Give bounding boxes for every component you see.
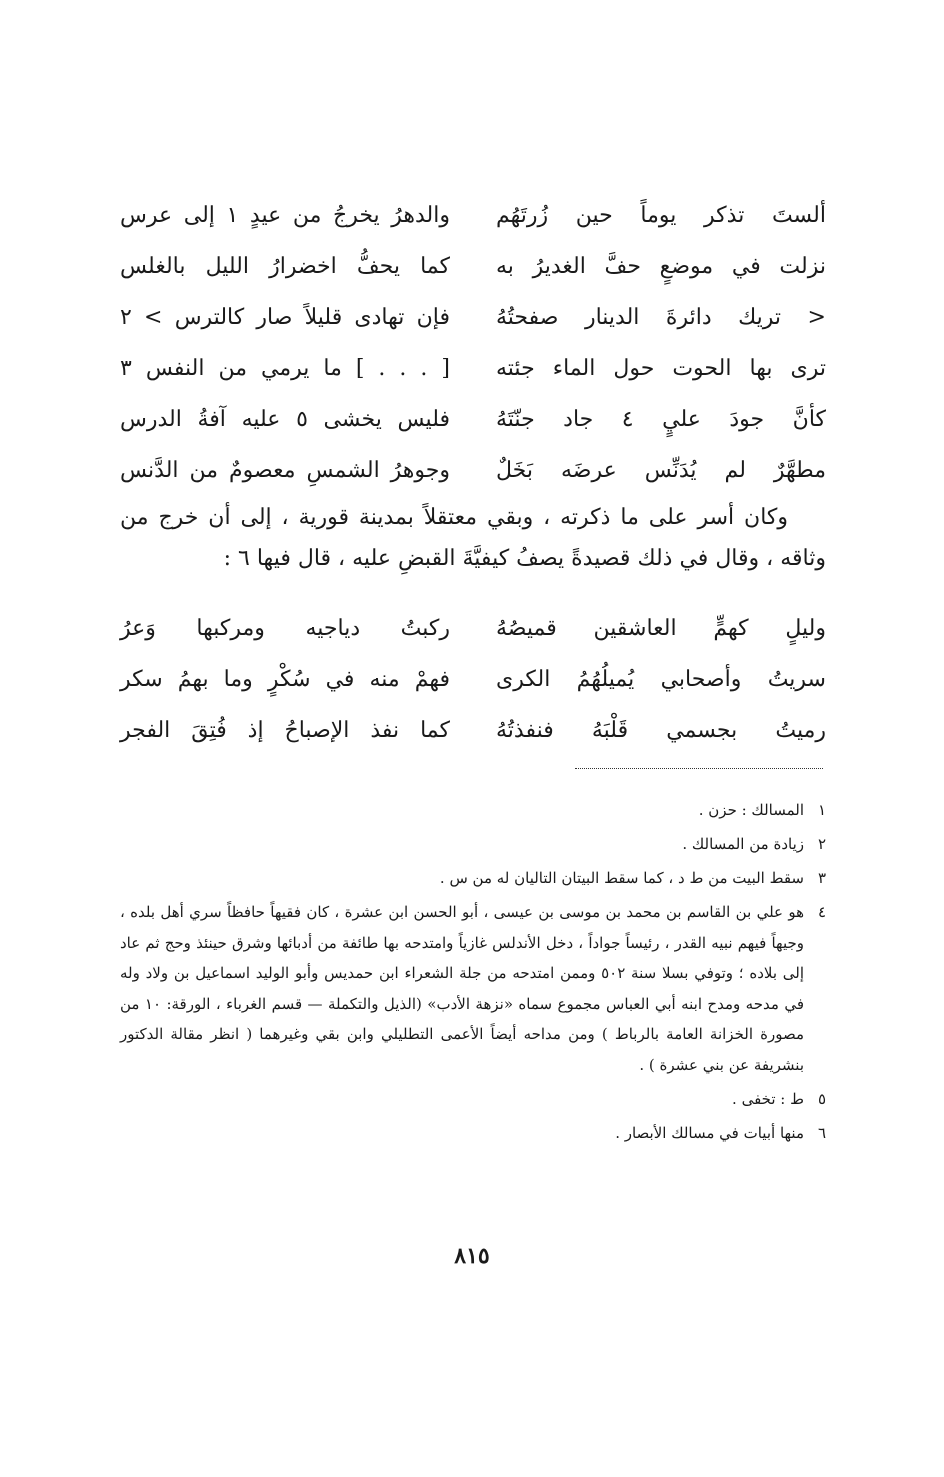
verse-first-hemistich: < تريك دائرةَ الدينار صفحتُهُ (496, 305, 826, 330)
footnote (120, 795, 826, 825)
footnotes (120, 795, 826, 1152)
footnote-text: هو علي بن القاسم بن محمد بن موسى بن عيسى ، أبو الحسن ابن عشرة ، كان فقيهاً حافظاً سري أهل بلده ، وجيهاً فيهم نبيه القدر ، رئيساً جواداً ، دخل الأندلس غازياً وامتدحه بها طائفة من أدبائها وشرق حينئذ وحج ثم عاد إلى بلاده ؛ وتوفي بسلا سنة ٥٠٢ وممن امتدحه من جلة الشعراء ابن حمديس وأبو الوليد اسماعيل بن ولاد وله في مدحه ومدح ابنه أبي العباس مجموع سماه «نزهة الأدب» (الذيل والتكملة — قسم الغرباء ، الورقة: ١٠ من مصورة الخزانة العامة بالرباط ) ومن مداحه أيضاً الأعمى التطليلي وابن بقي وغيرهما ( انظر مقالة الدكتور بنشريفة عن بني عشرة ) . (120, 903, 804, 1074)
verse (120, 654, 826, 705)
verse-first-hemistich: ألستَ تذكر يوماً حين زُرتَهُم (496, 203, 826, 228)
footnote-text: زيادة من المسالك . (682, 835, 804, 853)
verse-first-hemistich: نزلت في موضعٍ حفَّ الغديرُ به (496, 254, 826, 279)
verse-first-hemistich: كأنَّ جودَ عليٍ ٤ جاد جنّتَهُ (496, 407, 826, 432)
verse (120, 603, 826, 654)
prose-paragraph (120, 497, 826, 579)
footnote (120, 1084, 826, 1114)
paragraph-text: وكان أسر على ما ذكرته ، وبقي معتقلاً بمدينة قورية ، إلى أن خرج من وثاقه ، وقال في ذلك قصيدةً يصفُ كيفيَّةَ القبضِ عليه ، قال فيها ٦ : (120, 505, 826, 571)
footnote-number: ٦ (817, 1124, 826, 1142)
footnote-divider (575, 768, 823, 769)
verse (120, 705, 826, 756)
footnote (120, 829, 826, 859)
verse-second-hemistich: فهمْ منه في سُكْرٍ وما بهمُ سكر (120, 667, 450, 692)
footnote (120, 1118, 826, 1148)
footnote-text: منها أبيات في مسالك الأبصار . (615, 1124, 804, 1142)
footnote-number: ١ (817, 801, 826, 819)
footnote (120, 863, 826, 893)
footnote-number: ٥ (817, 1090, 826, 1108)
verse-second-hemistich: كما يحفُّ اخضرارُ الليل بالغلس (120, 254, 450, 279)
footnote-text: سقط البيت من ط د ، كما سقط البيتان التاليان له من س . (439, 869, 804, 887)
footnote-text: ط : تخفى . (732, 1090, 804, 1108)
verse-second-hemistich: كما نفذ الإصباحُ إذ فُتِقَ الفجر (120, 718, 450, 743)
footnote (120, 897, 826, 1080)
verse-second-hemistich: ركبتُ دياجيه ومركبها وَعرُ (120, 616, 450, 641)
verse-first-hemistich: ترى بها الحوت حول الماء جئته (496, 356, 826, 381)
verse (120, 241, 826, 292)
poem-block-2 (120, 603, 826, 756)
verse-first-hemistich: سريتُ وأصحابي يُميلُهُمُ الكرى (496, 667, 826, 692)
footnote-number: ٤ (817, 903, 826, 921)
verse (120, 394, 826, 445)
verse (120, 343, 826, 394)
footnote-number: ٢ (817, 835, 826, 853)
footnote-text: المسالك : حزن . (698, 801, 804, 819)
verse (120, 190, 826, 241)
verse (120, 445, 826, 496)
verse-second-hemistich: [ . . . ] ما يرمي من النفس ٣ (120, 356, 450, 381)
page-number: ٨١٥ (454, 1243, 490, 1269)
verse-first-hemistich: رميتُ بجسمي قَلْبَهُ فنفذتُهُ (496, 718, 826, 743)
verse (120, 292, 826, 343)
footnote-number: ٣ (817, 869, 826, 887)
verse-second-hemistich: وجوهرُ الشمسِ معصومٌ من الدَّنس (120, 458, 450, 483)
poem-block-1 (120, 190, 826, 496)
verse-first-hemistich: وليلٍ كهمٍّ العاشقين قميصُهُ (496, 616, 826, 641)
verse-second-hemistich: فإن تهادى قليلاً صار كالترس > ٢ (120, 305, 450, 330)
verse-first-hemistich: مطهَّرٌ لم يُدَنِّس عرضَه بَخَلٌ (496, 458, 826, 483)
verse-second-hemistich: فليس يخشى ٥ عليه آفةُ الدرس (120, 407, 450, 432)
verse-second-hemistich: والدهرُ يخرجُ من عيدٍ ١ إلى عرس (120, 203, 450, 228)
